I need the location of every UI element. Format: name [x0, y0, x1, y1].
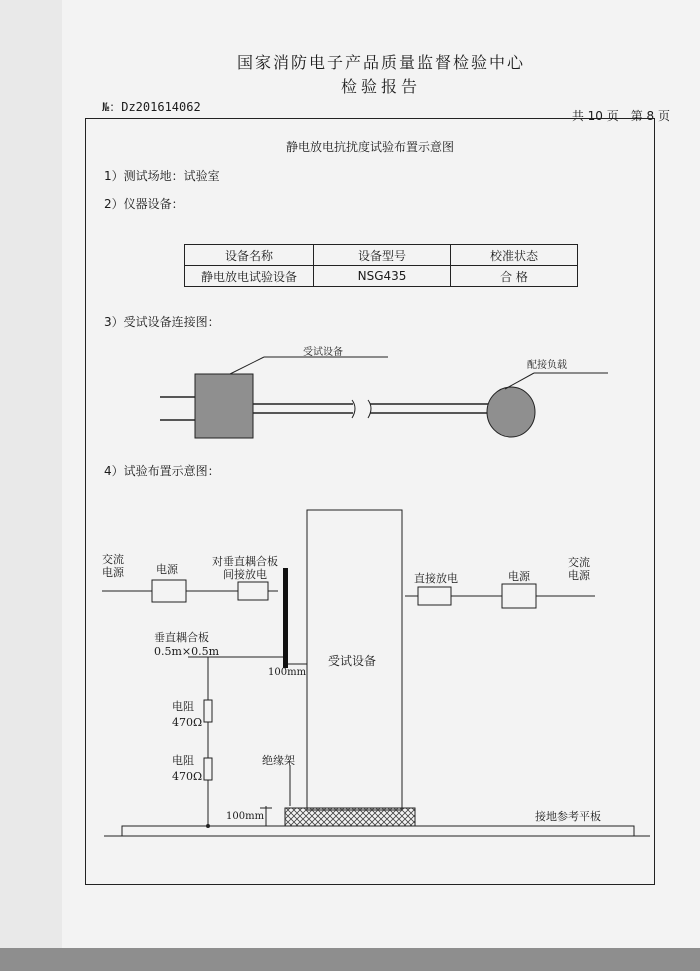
table-cell: NSG435 — [314, 266, 451, 287]
eut-label: 受试设备 — [303, 347, 343, 358]
power-box-right — [502, 584, 536, 608]
dist-100-top: 100mm — [268, 667, 307, 678]
item-connection: 3）受试设备连接图： — [104, 315, 220, 329]
ac-power-right-label: 交流 电源 — [568, 556, 590, 582]
vcp-plate — [283, 568, 288, 668]
ground-plane — [122, 826, 634, 836]
doc-number: №：Dz201614062 — [102, 100, 201, 114]
power-right-label: 电源 — [508, 570, 530, 583]
table-cell: 静电放电试验设备 — [185, 266, 314, 287]
resistor-1-label: 电阻 470Ω — [172, 700, 203, 729]
load-label: 配接负载 — [527, 360, 567, 371]
power-left-label: 电源 — [156, 563, 178, 576]
ac-power-left-label: 交流 电源 — [102, 553, 124, 579]
vcp-label: 垂直耦合板 0.5m×0.5m — [154, 631, 220, 658]
resistor-2-label: 电阻 470Ω — [172, 754, 203, 783]
power-box-left — [152, 580, 186, 602]
ground-plane-label: 接地参考平板 — [535, 810, 601, 823]
vcp-discharge-label: 对垂直耦合板 间接放电 — [212, 555, 278, 581]
table-header: 校准状态 — [451, 245, 578, 266]
direct-discharge-label: 直接放电 — [414, 572, 458, 585]
insulation-support — [285, 808, 415, 826]
table-header: 设备名称 — [185, 245, 314, 266]
table-header: 设备型号 — [314, 245, 451, 266]
org-title: 国家消防电子产品质量监督检验中心 — [236, 53, 525, 72]
item-test-site: 1）测试场地：试验室 — [104, 169, 220, 183]
resistor-2 — [204, 758, 212, 780]
page-info: 共 10 页 第 8 页 — [571, 109, 670, 123]
eut-box — [195, 374, 253, 438]
report-title: 检验报告 — [340, 77, 421, 96]
eut-text: 受试设备 — [328, 654, 377, 668]
load-circle — [487, 387, 535, 437]
section-title: 静电放电抗扰度试验布置示意图 — [285, 140, 454, 154]
dist-100-bottom: 100mm — [226, 811, 265, 822]
resistor-1 — [204, 700, 212, 722]
insulation-label: 绝缘架 — [262, 754, 295, 767]
discharge-gun-vcp — [238, 582, 268, 600]
item-instruments: 2）仪器设备： — [104, 197, 184, 211]
discharge-gun-direct — [418, 587, 451, 605]
item-layout: 4）试验布置示意图： — [104, 464, 220, 478]
table-cell: 合 格 — [451, 266, 578, 287]
